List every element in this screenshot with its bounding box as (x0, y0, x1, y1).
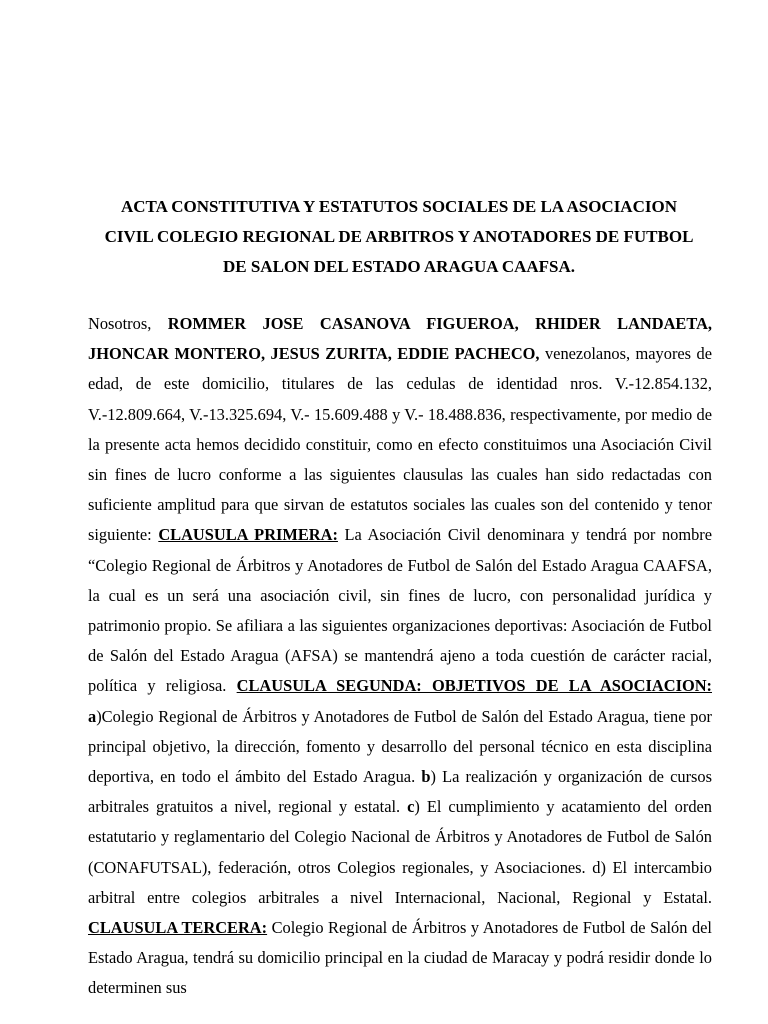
body-text: La Asociación Civil denominara y tendrá por nombre “Colegio Regional de Árbitros y Anotadores de Futbol de Salón del Estado Aragua CAAFSA, la cual es un será una asociación civil, sin fines de lucro, con personalidad jurídica y patrimonio propio. Se afiliara a las siguientes organizaciones deportivas: Asociación de Futbol de Salón del Estado Aragua (AFSA) se mantendrá ajeno a toda cuestión de carácter racial, política y religiosa. (88, 525, 713, 696)
founders-names: ROMMER JOSE CASANOVA FIGUEROA, RHIDER LANDAETA, JHONCAR MONTERO, JESUS ZURITA, EDDIE PACHECO, (88, 314, 712, 364)
item-a-marker: a (88, 706, 97, 726)
item-b-marker: b (421, 767, 431, 787)
body-text: )Colegio Regional de Árbitros y Anotadores de Futbol de Salón del Estado Aragua, tiene por principal objetivo, la dirección, fomento y desarrollo del personal técnico en esta disciplina deportiva, en todo el ámbito del Estado Aragua. (88, 706, 712, 787)
body-text: ) El cumplimiento y acatamiento del orden estatutario y reglamentario del Colegio Nacional de Árbitros y Anotadores de Futbol de Salón (CONAFUTSAL), federación, otros Colegios regionales, y Asociaciones. d) El intercambio arbitral entre colegios arbitrales a nivel Internacional, Nacional, Regional y Estatal. (88, 797, 712, 907)
body-text: venezolanos, mayores de edad, de este domicilio, titulares de las cedulas de identidad nros. V.-12.854.132, V.-12.809.664, V.-13.325.694, V.- 15.609.488 y V.- 18.488.836, respectivamente, por medio de la presente acta hemos decidido constituir, como en efecto constituimos una Asociación Civil sin fines de lucro conforme a las siguientes clausulas las cuales han sido redactadas con suficiente amplitud para que sirvan de estatutos sociales las cuales son del contenido y tenor siguiente: (88, 344, 712, 545)
clause-primera-heading: CLAUSULA PRIMERA: (158, 525, 338, 545)
item-c-marker: c (407, 797, 415, 817)
document-title: ACTA CONSTITUTIVA Y ESTATUTOS SOCIALES DE LA ASOCIACION CIVIL COLEGIO REGIONAL DE ARBITROS Y ANOTADORES DE FUTBOL DE SALON DEL ESTADO ARAGUA CAAFSA. (104, 197, 694, 276)
clause-tercera-heading: CLAUSULA TERCERA: (88, 918, 268, 938)
body-text: Colegio Regional de Árbitros y Anotadores de Futbol de Salón del Estado Aragua, tendrá su domicilio principal en la ciudad de Maracay y podrá residir donde lo determinen sus (88, 918, 712, 998)
body-text: Nosotros, (88, 314, 168, 333)
body-text: ) La realización y organización de cursos arbitrales gratuitos a nivel, regional y estatal. (88, 767, 713, 817)
document-body (88, 309, 712, 1004)
clause-segunda-heading: CLAUSULA SEGUNDA: OBJETIVOS DE LA ASOCIACION: (236, 676, 712, 696)
